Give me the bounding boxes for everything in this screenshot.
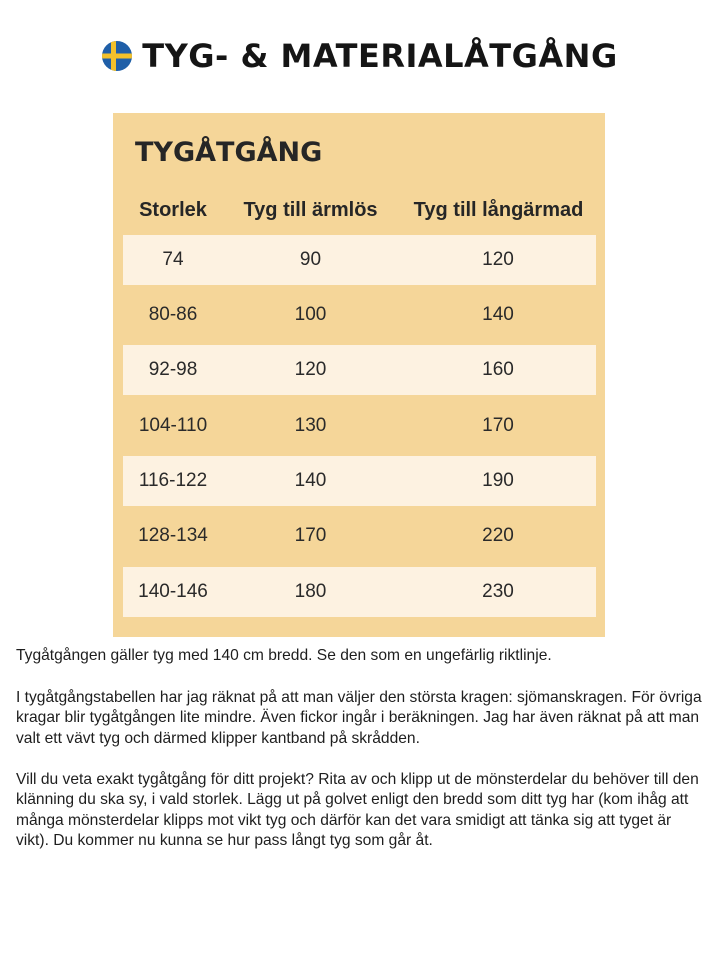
table-title: TYGÅTGÅNG (135, 137, 323, 168)
exact-calculation-paragraph: Vill du veta exakt tygåtgång för ditt projekt? Rita av och klipp ut de mönsterdelar du behöver till den klänning du ska sy, i vald storlek. Lägg ut på golvet enligt den bredd som ditt tyg har (kom ihåg att många mönsterdelar klipps mot vikt tyg och därför kan det vara smidigt att tänka sig att tyget är vikt). Du kommer nu kunna se hur pass långt tyg som går åt. (16, 771, 699, 850)
long-sleeve-cell: 220 (482, 525, 514, 546)
size-cell: 92-98 (148, 359, 198, 380)
size-cell: 128-134 (138, 525, 208, 546)
long-sleeve-cell: 120 (482, 249, 514, 270)
table-row (123, 401, 596, 451)
sleeveless-cell: 90 (299, 249, 322, 270)
column-header-size: Storlek (139, 199, 207, 221)
sleeveless-cell: 130 (294, 415, 327, 436)
table-row (123, 567, 596, 617)
long-sleeve-cell: 160 (482, 359, 514, 380)
sleeveless-cell: 170 (294, 525, 327, 546)
collar-explanation-paragraph: I tygåtgångstabellen har jag räknat på att man väljer den största kragen: sjömanskragen. För övriga kragar blir tygåtgången lite mindre. Även fickor ingår i beräkningen. Jag har även räknat på att man valt ett vävt tyg och därmed klipper kantband på skrådden. (16, 689, 702, 747)
size-cell: 104-110 (138, 415, 208, 436)
page-header (0, 34, 720, 78)
long-sleeve-cell: 230 (482, 581, 514, 602)
sleeveless-cell: 120 (294, 359, 327, 380)
sweden-flag-icon (102, 41, 132, 71)
size-cell: 74 (162, 249, 184, 270)
fabric-table-card (113, 113, 605, 637)
long-sleeve-cell: 190 (482, 470, 514, 491)
table-row (123, 511, 596, 561)
sleeveless-cell: 180 (294, 581, 327, 602)
column-header-long-sleeve: Tyg till långärmad (413, 199, 584, 221)
table-row (123, 235, 596, 285)
sleeveless-cell: 100 (294, 304, 327, 325)
long-sleeve-cell: 170 (482, 415, 514, 436)
size-cell: 140-146 (138, 581, 208, 602)
sleeveless-cell: 140 (294, 470, 327, 491)
column-header-sleeveless: Tyg till ärmlös (243, 199, 378, 221)
fabric-width-note: Tygåtgången gäller tyg med 140 cm bredd. Se den som en ungefärlig riktlinje. (16, 647, 552, 664)
long-sleeve-cell: 140 (482, 304, 514, 325)
table-row (123, 456, 596, 506)
table-row (123, 290, 596, 340)
page-title: TYG- & MATERIALÅTGÅNG (142, 37, 618, 75)
table-row (123, 345, 596, 395)
size-cell: 116-122 (138, 470, 208, 491)
size-cell: 80-86 (148, 304, 198, 325)
